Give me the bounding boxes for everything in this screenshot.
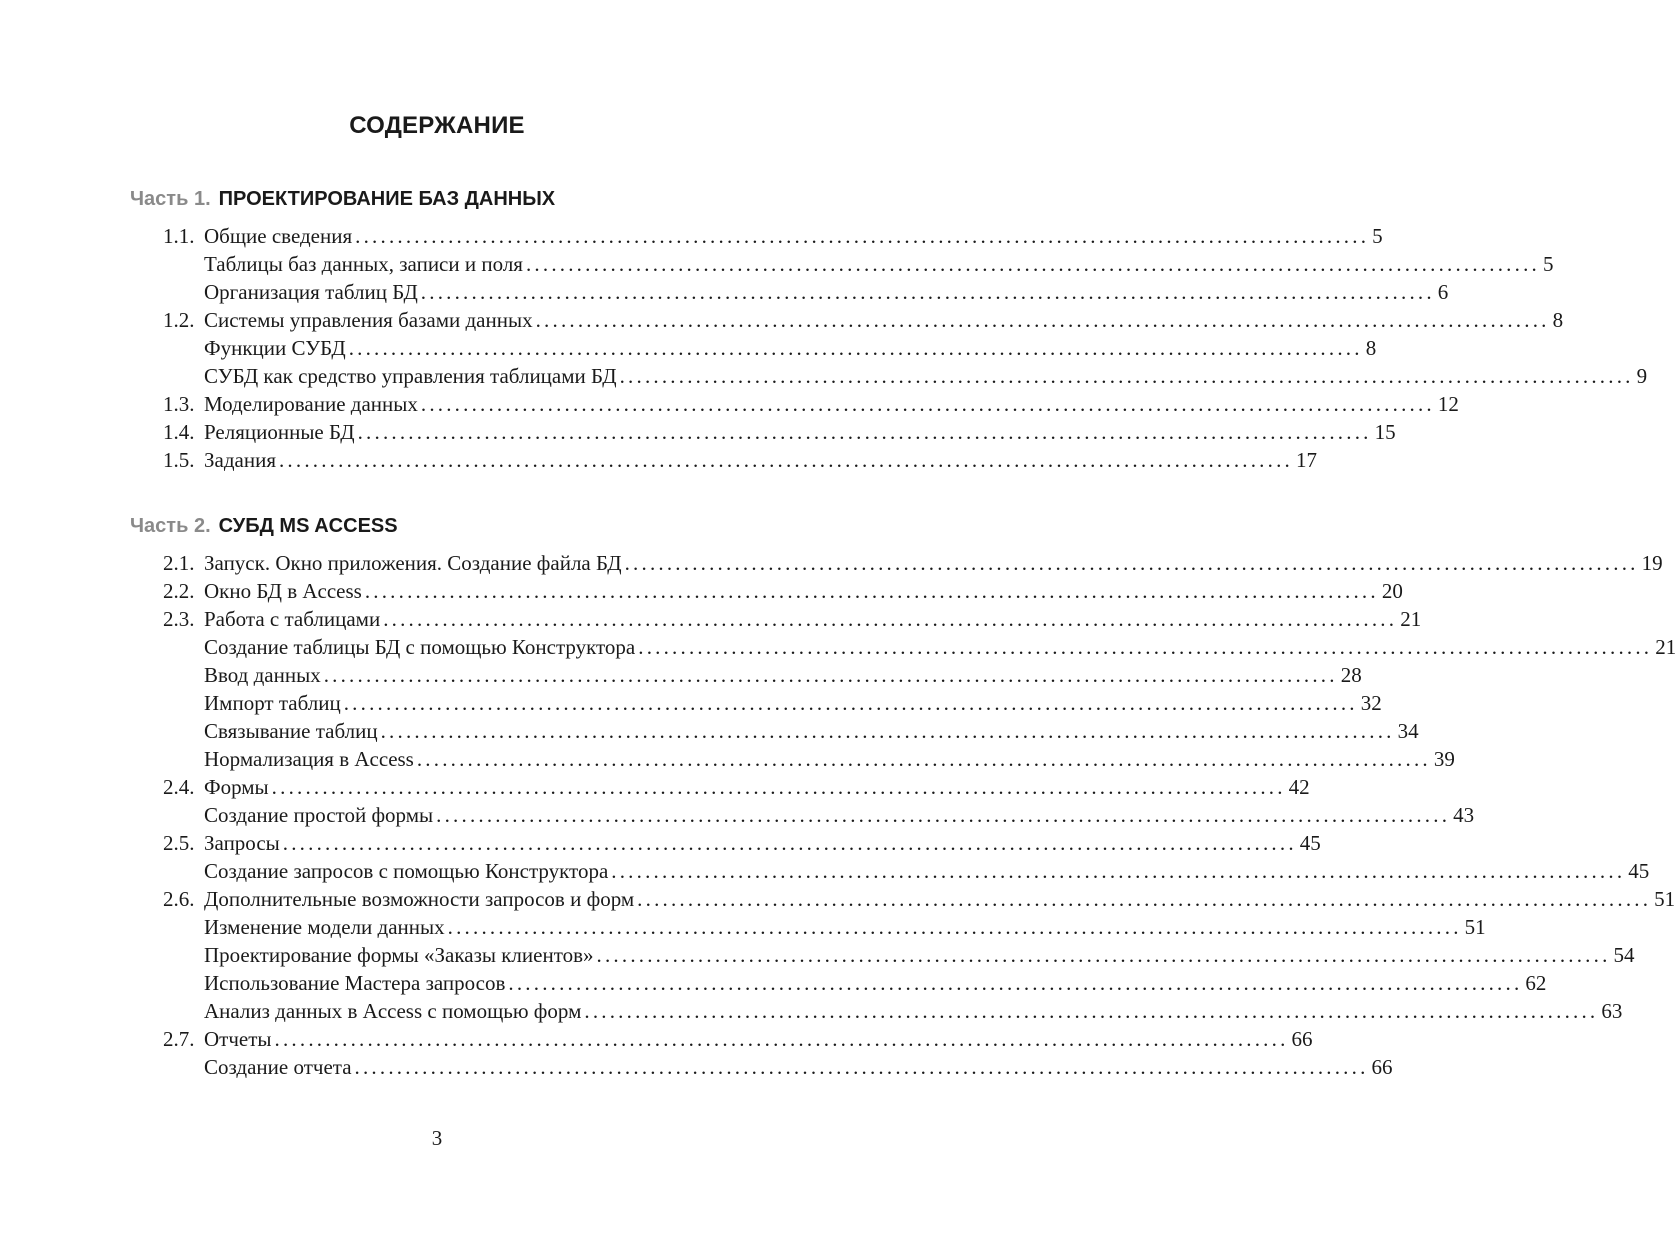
toc-entry-title: Импорт таблиц — [204, 691, 341, 715]
dot-leader: ........................................................................................................................ — [619, 364, 1634, 388]
toc-entry-number: 1.3. — [163, 392, 195, 416]
toc-entry — [0, 577, 1403, 605]
toc-entry-page: 5 — [1372, 224, 1383, 248]
toc-entry-page: 6 — [1437, 280, 1449, 304]
toc-entry — [0, 390, 1459, 418]
dot-leader: ........................................................................................................................ — [355, 224, 1370, 248]
part-1-heading — [130, 188, 555, 211]
contents-title: СОДЕРЖАНИЕ — [349, 112, 525, 139]
dot-leader: ........................................................................................................................ — [323, 663, 1338, 687]
toc-entry — [0, 941, 1635, 969]
toc-entry-page: 12 — [1437, 392, 1459, 416]
toc-entry — [0, 306, 1564, 334]
toc-entry-title: Создание таблицы БД с помощью Конструктора — [204, 635, 636, 659]
dot-leader: ........................................................................................................................ — [420, 280, 1435, 304]
toc-entry — [0, 829, 1321, 857]
part-1-title: ПРОЕКТИРОВАНИЕ БАЗ ДАННЫХ — [218, 188, 556, 210]
toc-entry-number: 2.3. — [163, 607, 195, 631]
dot-leader: ........................................................................................................................ — [420, 392, 1435, 416]
part-1-entries — [0, 222, 1648, 474]
toc-entry-title: Формы — [204, 775, 269, 799]
toc-entry-page: 20 — [1381, 579, 1403, 603]
toc-entry — [0, 773, 1310, 801]
toc-entry-page: 62 — [1525, 971, 1547, 995]
toc-entry-title: Анализ данных в Access с помощью форм — [204, 999, 582, 1023]
toc-entry-page: 17 — [1295, 448, 1317, 472]
toc-entry — [0, 689, 1382, 717]
toc-entry-page: 43 — [1453, 803, 1475, 827]
toc-entry — [0, 250, 1554, 278]
toc-entry — [0, 913, 1486, 941]
toc-entry-number: 2.5. — [163, 831, 195, 855]
toc-entry — [0, 857, 1650, 885]
toc-entry-page: 66 — [1291, 1027, 1313, 1051]
toc-entry-page: 51 — [1464, 915, 1486, 939]
toc-entry — [0, 661, 1362, 689]
toc-entry — [0, 801, 1475, 829]
dot-leader: ........................................................................................................................ — [447, 915, 1462, 939]
dot-leader: ........................................................................................................................ — [611, 859, 1626, 883]
toc-entry-number: 1.1. — [163, 224, 195, 248]
toc-entry-page: 5 — [1542, 252, 1554, 276]
dot-leader: ........................................................................................................................ — [596, 943, 1611, 967]
toc-entry-page: 19 — [1641, 551, 1663, 575]
toc-entry-number: 2.4. — [163, 775, 195, 799]
toc-entry-title: Задания — [204, 448, 276, 472]
toc-entry-title: Общие сведения — [204, 224, 353, 248]
dot-leader: ........................................................................................................................ — [637, 887, 1652, 911]
toc-entry-title: Работа с таблицами — [204, 607, 381, 631]
toc-entry-page: 45 — [1299, 831, 1321, 855]
dot-leader: ........................................................................................................................ — [271, 775, 1286, 799]
toc-entry-title: Реляционные БД — [204, 420, 355, 444]
toc-entry-title: Системы управления базами данных — [204, 308, 533, 332]
toc-entry-page: 42 — [1288, 775, 1310, 799]
dot-leader: ........................................................................................................................ — [348, 336, 1363, 360]
toc-entry-title: Моделирование данных — [204, 392, 418, 416]
toc-entry-number: 2.2. — [163, 579, 195, 603]
toc-entry-number: 2.7. — [163, 1027, 195, 1051]
toc-entry-title: Таблицы баз данных, записи и поля — [204, 252, 523, 276]
dot-leader: ........................................................................................................................ — [380, 719, 1395, 743]
toc-entry — [0, 334, 1377, 362]
toc-entry-page: 32 — [1360, 691, 1382, 715]
toc-entry-title: Использование Мастера запросов — [204, 971, 506, 995]
toc-entry — [0, 633, 1676, 661]
toc-entry — [0, 997, 1623, 1025]
toc-entry-page: 66 — [1371, 1055, 1393, 1079]
toc-entry-title: Изменение модели данных — [204, 915, 445, 939]
toc-entry — [0, 278, 1449, 306]
toc-entry-title: Проектирование формы «Заказы клиентов» — [204, 943, 594, 967]
dot-leader: ........................................................................................................................ — [416, 747, 1431, 771]
toc-entry-title: Дополнительные возможности запросов и форм — [204, 887, 635, 911]
toc-entry-page: 28 — [1340, 663, 1362, 687]
part-2-title: СУБД MS ACCESS — [218, 515, 398, 537]
toc-entry-title: Отчеты — [204, 1027, 272, 1051]
toc-entry-title: Запросы — [204, 831, 280, 855]
toc-entry-page: 8 — [1552, 308, 1564, 332]
toc-entry-title: Окно БД в Access — [204, 579, 362, 603]
toc-entry — [0, 605, 1422, 633]
toc-entry — [0, 418, 1396, 446]
part-2-label: Часть 2. — [130, 515, 211, 537]
page-number: 3 — [431, 1126, 443, 1150]
toc-entry-title: Функции СУБД — [204, 336, 346, 360]
dot-leader: ........................................................................................................................ — [638, 635, 1653, 659]
dot-leader: ........................................................................................................................ — [383, 607, 1398, 631]
toc-entry-page: 9 — [1636, 364, 1648, 388]
toc-entry — [0, 885, 1676, 913]
dot-leader: ........................................................................................................................ — [535, 308, 1550, 332]
toc-entry-number: 1.5. — [163, 448, 195, 472]
toc-entry-title: Создание отчета — [204, 1055, 352, 1079]
dot-leader: ........................................................................................................................ — [354, 1055, 1369, 1079]
dot-leader: ........................................................................................................................ — [584, 999, 1599, 1023]
toc-entry — [0, 362, 1648, 390]
dot-leader: ........................................................................................................................ — [436, 803, 1451, 827]
toc-entry — [0, 1053, 1393, 1081]
toc-entry-page: 51 — [1654, 887, 1676, 911]
toc-entry-page: 45 — [1628, 859, 1650, 883]
toc-entry-title: СУБД как средство управления таблицами БД — [204, 364, 617, 388]
toc-entry — [0, 745, 1455, 773]
toc-entry-page: 21 — [1400, 607, 1422, 631]
part-2-heading — [130, 515, 398, 538]
part-2-entries — [0, 549, 1676, 1081]
toc-entry-title: Нормализация в Access — [204, 747, 414, 771]
toc-entry — [0, 222, 1383, 250]
toc-entry — [0, 549, 1663, 577]
toc-entry-page: 39 — [1433, 747, 1455, 771]
toc-entry — [0, 1025, 1313, 1053]
dot-leader: ........................................................................................................................ — [282, 831, 1297, 855]
dot-leader: ........................................................................................................................ — [274, 1027, 1289, 1051]
dot-leader: ........................................................................................................................ — [278, 448, 1293, 472]
toc-entry-title: Организация таблиц БД — [204, 280, 418, 304]
toc-entry-number: 2.1. — [163, 551, 195, 575]
toc-entry — [0, 969, 1547, 997]
dot-leader: ........................................................................................................................ — [364, 579, 1379, 603]
toc-entry-page: 34 — [1397, 719, 1419, 743]
toc-entry-title: Создание простой формы — [204, 803, 434, 827]
toc-entry-number: 2.6. — [163, 887, 195, 911]
toc-entry-title: Создание запросов с помощью Конструктора — [204, 859, 609, 883]
toc-entry-title: Связывание таблиц — [204, 719, 378, 743]
toc-entry-page: 54 — [1613, 943, 1635, 967]
dot-leader: ........................................................................................................................ — [508, 971, 1523, 995]
toc-entry-page: 21 — [1655, 635, 1676, 659]
toc-entry-number: 1.4. — [163, 420, 195, 444]
toc-entry — [0, 446, 1317, 474]
part-1-label: Часть 1. — [130, 188, 211, 210]
toc-entry — [0, 717, 1419, 745]
toc-entry-title: Ввод данных — [204, 663, 321, 687]
toc-entry-title: Запуск. Окно приложения. Создание файла БД — [204, 551, 622, 575]
dot-leader: ........................................................................................................................ — [624, 551, 1639, 575]
toc-entry-page: 8 — [1365, 336, 1377, 360]
dot-leader: ........................................................................................................................ — [525, 252, 1540, 276]
dot-leader: ........................................................................................................................ — [343, 691, 1358, 715]
toc-entry-page: 15 — [1374, 420, 1396, 444]
toc-entry-page: 63 — [1601, 999, 1623, 1023]
dot-leader: ........................................................................................................................ — [357, 420, 1372, 444]
toc-entry-number: 1.2. — [163, 308, 195, 332]
